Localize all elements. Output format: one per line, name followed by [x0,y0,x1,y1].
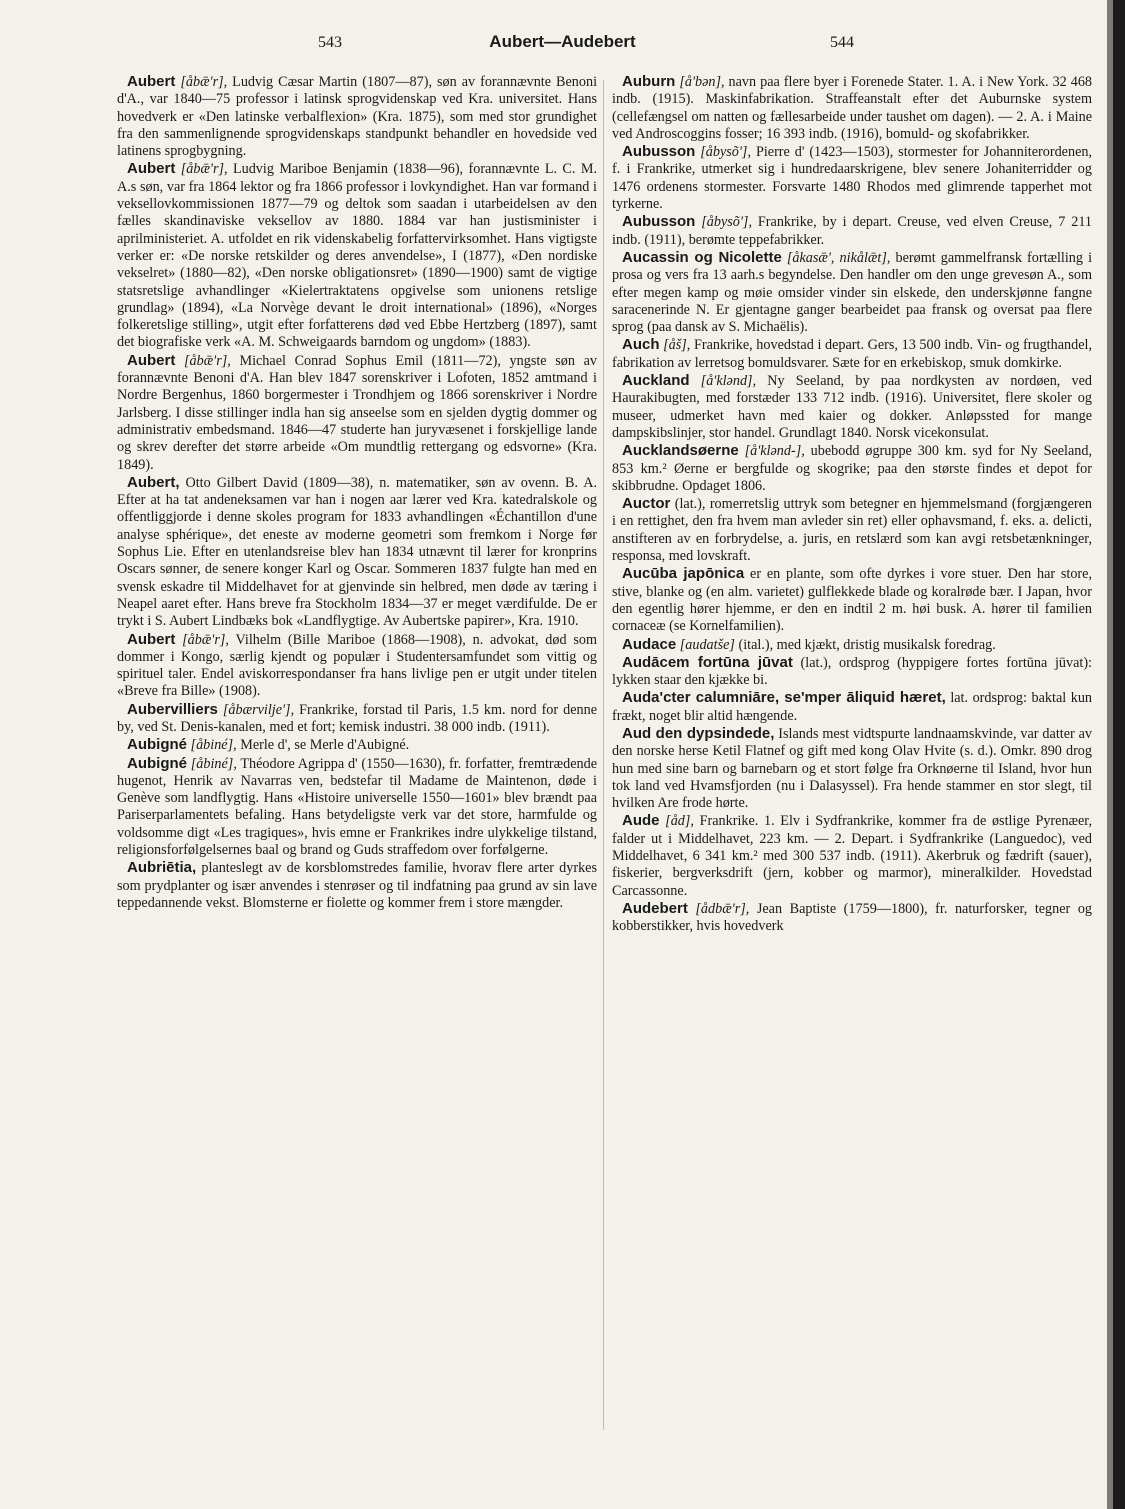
dictionary-entry [612,900,1092,936]
entry-text: Ludvig Mariboe Benjamin (1838—96), forannævnte L. C. M. A.s søn, var fra 1864 lektor og fra 1866 professor i lovkyndighet. Han var formand i veksellovkommissionen 1877—79 og deltok som saadan i utarbeidelsen av den fælles skandinaviske veksellov av 1880. 1884 var han justisminister i aprilministeriet. A. utfoldet en rik videnskabelig forfattervirksomhet. Hans vigtigste verker er: «De norske retskilder og deres anvendelse», I (1877), «Den nordiske vekselret» (1880—82), «Den norske obligationsret» (1890—1900) samt de vigtige statsretslige avhandlinger «Kielertraktatens opgivelse som unionens retslige grundlag» (1894), «La Norvège devant le droit international» (1896), «Norges folkeretslige stilling», utgit efter forfatterens død ved Ebbe Hertzberg (1897), samt det biografiske verk «A. M. Schweigaards barndom og ungdom» (1883). [117,161,598,351]
page-edge [1113,0,1125,1509]
entry-headword: Auckland [622,372,690,390]
entry-pronunciation: [åš], [663,337,691,354]
dictionary-entry [612,636,1092,654]
entry-text: er en plante, som ofte dyrkes i vore stuer. Den har store, stive, blanke og (en alm. varietet) gulflekkede blade og koralrøde bær. I Japan, hvor den egentlig hører hjemme, er den en indtil 2 m. høi busk. A. hører til familien cornaceæ (se Kornelfamilien). [612,566,1093,635]
dictionary-entry [612,689,1092,725]
dictionary-entry [117,859,597,912]
dictionary-entry [612,143,1092,213]
entry-text: Théodore Agrippa d' (1550—1630), fr. forfatter, fremtrædende hugenot, Henrik av Navarras ven, bedstefar til Madame de Maintenon, døde i Genève som landflygtig. Hans «Histoire universelle 1550—1601» blev brændt paa Pariserparlamentets befaling. Hans betydeligste verk var det store, harmfulde og voldsomme digt «Les tragiques», hvis emne er Frankrikes indre ulykkelige tilstand, religionsforfølgelsernes baal og brand og Guds straffedom over forfølgerne. [117,755,597,859]
entry-text: Frankrike. 1. Elv i Sydfrankrike, kommer fra de østlige Pyrenæer, falder ut i Middelhavet, 223 km. — 2. Depart. i Sydfrankrike (Languedoc), ved Middelhavet, 6 341 km.² med 300 537 indb. (1911). Akerbruk og fædrift (sauer), fiskerier, bergverksdrift (jern, kobber og marmor), mineralkilder. Hovedstad Carcassonne. [612,813,1093,899]
entry-pronunciation: [åbærvilje'], [222,701,295,718]
entry-headword: Auburn [622,73,676,90]
entry-text: Michael Conrad Sophus Emil (1811—72), yngste søn av forannævnte Benoni d'A. Han blev 1847 sorenskriver i Lofoten, 1852 amtmand i Nordre Bergenhus, 1860 borgermester i Trondhjem og 1866 sorenskriver i Nordre Jarlsberg. I disse stillinger indla han sig anseelse som en sjelden dygtig dommer og administrativ embedsmand. 1846—47 studerte han juryvæsenet i forskjellige lande og skrev derefter det større arbeide «Om mundtlig rettergang og edsvorne» (Kra. 1849). [117,352,598,473]
entry-headword: Auch [622,336,660,354]
entry-headword: Aubigné [127,736,187,754]
entry-text: berømt gammelfransk fortælling i prosa og vers fra 13 aarh.s begyndelse. Den handler om den unge grevesøn A., som efter megen kamp og møie omsider vinder sin elskede, den underskjønne fangne saracenerinde N. Er gjentagne ganger bearbeidet paa fransk og oversat paa flere sprog (paa dansk av S. Michaëlis). [612,249,1093,336]
entry-pronunciation: [åkasǣ', nikålǣt], [786,249,891,266]
dictionary-entry [117,736,597,754]
entry-headword: Audācem fortūna jūvat [622,653,793,671]
page-number-right: 544 [830,34,854,51]
dictionary-entry [117,631,597,701]
entry-text: Frankrike, hovedstad i depart. Gers, 13 500 indb. Vin- og frugthandel, fabrikation av lerretsog bomuldsvarer. Sæte for en erkebiskop, smuk domkirke. [612,337,1092,371]
entry-text: Ny Seeland, by paa nordkysten av nordøen, ved Haurakibugten, med forstæder 133 712 indb. (1916). Universitet, flere skoler og museer, udmerket havn med kaier og dokker. Anløpssted for mange dampskibslinjer, stor handel. Grundlagt 1840. Norsk vicekonsulat. [612,373,1092,441]
column-divider [603,80,604,1430]
entry-pronunciation: [åbiné], [190,737,237,754]
entry-headword: Aucūba japōnica [622,565,745,583]
dictionary-entry [612,725,1092,812]
dictionary-entry [117,701,597,737]
entry-text: Merle d', se Merle d'Aubigné. [240,737,410,754]
entry-headword: Aubervilliers [127,700,218,718]
entry-headword: Aude [622,812,660,830]
page-number-left: 543 [318,34,342,51]
entry-text: Frankrike, by i depart. Creuse, ved elven Creuse, 7 211 indb. (1911), berømte teppefabrikker. [612,214,1092,248]
entry-headword: Aubert, [127,473,180,491]
entry-pronunciation: [å'bən], [679,74,725,90]
dictionary-entry [612,213,1092,249]
entry-headword: Aubigné [127,754,187,772]
entry-text: ubebodd øgruppe 300 km. syd for Ny Seeland, 853 km.² Øerne er bergfulde og skogrike; paa den største findes et depot for skibbrudne. Opdaget 1806. [612,443,1093,494]
dictionary-entry [612,812,1092,899]
entry-pronunciation: [åbǣ'r], [184,352,231,369]
entry-text: Jean Baptiste (1759—1800), fr. naturforsker, tegner og kobberstikker, hvis hovedverk [612,900,1093,935]
entry-text: (ital.), med kjækt, dristig musikalsk foredrag. [738,636,996,653]
dictionary-entry [612,565,1092,635]
page-header [0,30,1125,60]
dictionary-entry [117,73,597,160]
entry-pronunciation: [åd], [665,813,694,830]
running-title: Aubert—Audebert [489,32,636,51]
entry-headword: Aubusson [622,143,696,161]
dictionary-entry [612,249,1092,336]
entry-headword: Auda'cter calumniāre, se'mper āliquid hæret, [622,689,946,707]
dictionary-entry [612,73,1092,143]
entry-pronunciation: [å'klənd], [700,373,757,390]
dictionary-entry [117,474,597,631]
entry-pronunciation: [åbysõ'], [701,214,752,231]
entry-text: planteslegt av de korsblomstredes familie, hvorav flere arter dyrkes som prydplanter og især anvendes i stenrøser og til indfatning paa grund av sin lave teppedannende vekst. Blomsterne er fiolette og kommer frem i store mængder. [117,860,598,911]
entry-pronunciation: [ådbǣ'r], [695,900,750,917]
entry-text: Islands mest vidtspurte landnaamskvinde, var datter av den norske herse Ketil Flatnef og gift med kong Olav Hvite (s. d.). Omkr. 890 drog hun med sine barn og barnebarn og et stort følge fra Orknøerne til Island, hvor hun tok land ved Hvamsfjorden (nu i Dalasyssel). Fra hende stammer en stor slegt, til hvilken Are frode hørte. [612,725,1093,812]
entry-pronunciation: [audatše] [679,636,735,653]
entry-headword: Aubert [127,160,176,178]
entry-pronunciation: [åbiné], [190,755,237,772]
entry-headword: Aubusson [622,213,696,231]
entry-pronunciation: [åbysõ'], [700,144,752,161]
entry-pronunciation: [åbǣ'r], [180,74,228,90]
entry-headword: Aubert [127,73,176,90]
dictionary-entry [612,336,1092,372]
entry-pronunciation: [å'klənd-], [744,443,805,460]
entry-pronunciation: [åbǣ'r], [182,631,229,648]
dictionary-entry [612,495,1092,565]
entry-headword: Auctor [622,495,671,513]
dictionary-entry [612,442,1092,495]
entry-headword: Audebert [622,899,688,917]
entry-headword: Aubert [127,630,176,648]
dictionary-entry [612,654,1092,690]
entry-text: Ludvig Cæsar Martin (1807—87), søn av forannævnte Benoni d'A., var 1840—75 professor i latinsk sprogvidenskap ved Kra. universitet. Hans hovedverk er «Den latinske verbalflexion» (Kra. 1875), som med stor grundighet fra den sammenlignende sprogvidenskaps standpunkt behandler en hovedside ved latinens sprogbygning. [117,74,598,160]
entry-headword: Aud den dypsindede, [622,724,775,742]
dictionary-entry [117,160,597,351]
dictionary-entry [612,372,1092,442]
entry-headword: Aubert [127,351,176,369]
entry-headword: Aucassin og Nicolette [622,248,782,266]
entry-text: Otto Gilbert David (1809—38), n. matematiker, søn av ovenn. B. A. Efter at ha tat andeneksamen var han i nogen aar lærer ved Kra. katedralskole og offentliggjorde i denne skoles program for 1833 avhandlingen «Échantillon d'une analyse sphérique», det eneste av moderne geometri som fremkom i Norge før Sophus Lie. Efter en utenlandsreise blev han 1834 utnævnt til lærer for kronprins Oscars sønner, de senere konger Karl og Oscar. Sommeren 1837 fulgte han med en svensk eskadre til Middelhavet for at gjenvinde sin helbred, men døde av tæring i Neapel aaret efter. Hans breve fra Stockholm 1834—37 er meget værdifulde. De er trykt i S. Aubert Lindbæks bok «Landflygtige. Av Aubertske papirer», Kra. 1910. [117,474,598,630]
entry-headword: Aucklandsøerne [622,442,739,460]
dictionary-entry [117,352,597,474]
entry-headword: Audace [622,635,677,653]
entry-text: Frankrike, forstad til Paris, 1.5 km. nord for denne by, ved St. Denis-kanalen, med et fort; kemisk industri. 38 000 indb. (1911). [117,701,598,735]
dictionary-entry [117,755,597,860]
entry-text: Pierre d' (1423—1503), stormester for Johanniterordenen, f. i Frankrike, utmerket sig i hundredaarskrigene, blev senere Johaniterridder og 1476 ordenens stormester. Forsvarte 1480 Rhodos med glimrende tapperhet mot tyrkerne. [612,144,1093,213]
entry-text: lat. ordsprog: baktal kun frækt, noget blir altid hængende. [612,690,1093,724]
entry-text: (lat.), ordsprog (hyppigere fortes fortūna jūvat): lykken staar den kjække bi. [612,654,1092,689]
entry-headword: Aubriētia, [127,859,197,877]
right-column [612,73,1092,936]
entry-text: (lat.), romerretslig uttryk som betegner en hjemmelsmand (forgjængeren i en rettighet, den fra hvem man avleder sin ret) eller ophavsmand, f. eks. a. delicti, anstifteren av en forbrydelse, a. juris, en retslærd som kan avgi retsbetænkninger, responsa, med lovskraft. [612,496,1093,565]
entry-text: Vilhelm (Bille Mariboe (1868—1908), n. advokat, død som dommer i Kongo, særlig kjendt og populær i Studentersamfundet som vittig og spirituel taler. Endel aviskorrespondanser fra hans livlige pen er utgit under titelen «Breve fra Bille» (1908). [117,631,598,700]
entry-pronunciation: [åbǣ'r], [180,161,228,178]
left-column [117,73,597,912]
entry-text: navn paa flere byer i Forenede Stater. 1. A. i New York. 32 468 indb. (1915). Maskinfabrikation. Straffeanstalt efter det Auburnske system (cellefængsel om natten og fællesarbeide under taushet om dagen). — 2. A. i Maine ved Androscoggins fosser; 16 393 indb. (1916), bomuld- og skofabrikker. [612,74,1093,142]
